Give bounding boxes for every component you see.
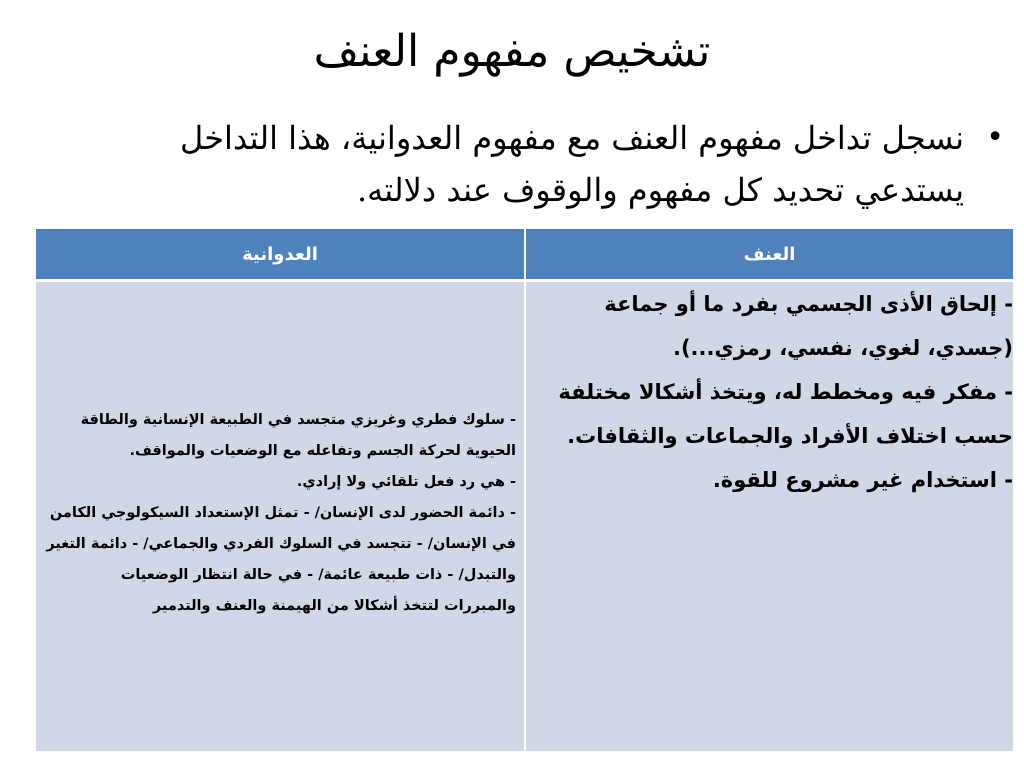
violence-paragraph: - استخدام غير مشروع للقوة. (712, 468, 1013, 492)
violence-paragraph: - إلحاق الأذى الجسمي بفرد ما أو جماعة (جسدي، لغوي، نفسي، رمزي...). (604, 292, 1013, 360)
aggression-paragraph: - هي رد فعل تلقائي ولا إرادي. (296, 474, 516, 490)
violence-paragraph: - مفكر فيه ومخطط له، ويتخذ أشكالا مختلفة حسب اختلاف الأفراد والجماعات والثقافات. (558, 380, 1013, 448)
table-header-row (36, 229, 1013, 281)
aggression-paragraph: - سلوك فطري وغريزي متجسد في الطبيعة الإنسانية والطاقة الحيوية لحركة الجسم وتفاعله مع الوضعيات والمواقف. (80, 412, 516, 459)
comparison-table (36, 229, 1013, 751)
intro-bullet-text: نسجل تداخل مفهوم العنف مع مفهوم العدوانية، هذا التداخل يستدعي تحديد كل مفهوم والوقوف عند دلالته. (179, 119, 964, 209)
slide-title: تشخيص مفهوم العنف (313, 26, 711, 77)
aggression-cell (36, 281, 525, 752)
bullet-icon: • (986, 120, 1004, 155)
intro-bullet (74, 112, 1004, 216)
header-aggression: العدوانية (36, 229, 525, 281)
violence-cell (525, 281, 1013, 752)
header-violence: العنف (525, 229, 1013, 281)
aggression-paragraph: - دائمة الحضور لدى الإنسان/ - تمثل الإستعداد السيكولوجي الكامن في الإنسان/ - تتجسد في السلوك الفردي والجماعي/ - دائمة التغير والتبدل/ - ذات طبيعة عائمة/ - في حالة انتظار الوضعيات والمبررات لتتخذ أشكالا من الهيمنة والعنف والتدمير (46, 505, 516, 614)
table-row (36, 281, 1013, 752)
